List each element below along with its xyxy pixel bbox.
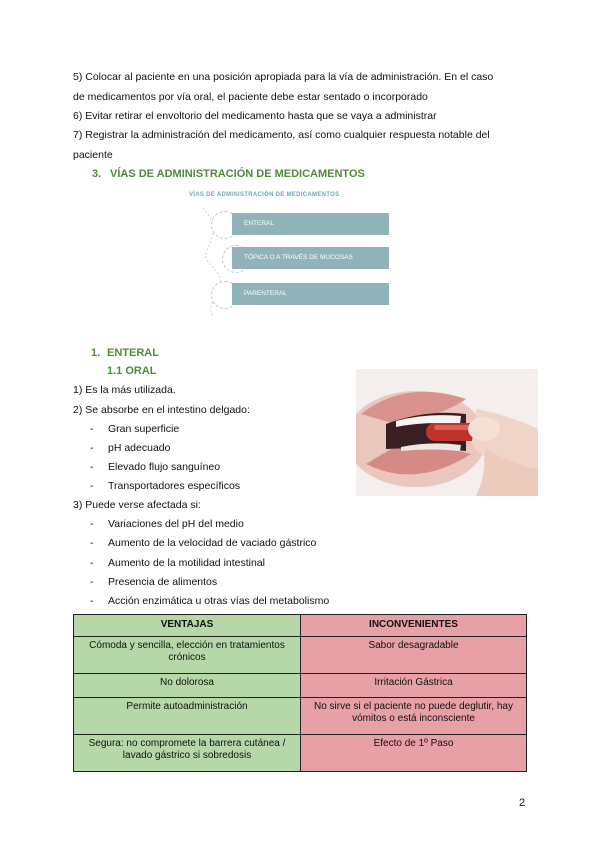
bullet-dash: - <box>90 557 94 569</box>
list-item: pH adecuado <box>108 442 171 454</box>
table-cell: Segura: no compromete la barrera cutánea / lavado gástrico si sobredosis <box>74 734 301 771</box>
list-item: Presencia de alimentos <box>108 576 218 588</box>
table-cell: Permite autoadministración <box>74 697 301 734</box>
table-header-row <box>74 615 527 637</box>
list-item: Variaciones del pH del medio <box>108 518 244 530</box>
diagram-title: VÍAS DE ADMINISTRACIÓN DE MEDICAMENTOS <box>189 192 340 198</box>
enteral-title: ENTERAL <box>107 347 159 359</box>
oral-point-2: 2) Se absorbe en el intestino delgado: <box>73 404 250 416</box>
paragraph-line: 5) Colocar al paciente en una posición apropiada para la vía de administración. En el caso <box>73 71 494 83</box>
list-item: Elevado flujo sanguíneo <box>108 461 221 473</box>
page-number: 2 <box>519 797 526 809</box>
oral-subtitle: 1.1 ORAL <box>107 365 157 377</box>
diagram-item-parenteral: PARENTERAL <box>232 283 389 305</box>
paragraph-line: de medicamentos por vía oral, el paciente debe estar sentado o incorporado <box>73 91 428 103</box>
paragraph-line: 6) Evitar retirar el envoltorio del medicamento hasta que se vaya a administrar <box>73 110 437 122</box>
table-row <box>74 697 527 734</box>
oral-point-1: 1) Es la más utilizada. <box>73 384 176 396</box>
list-item: Gran superficie <box>108 423 180 435</box>
oral-point-3: 3) Puede verse afectada si: <box>73 499 201 511</box>
list-item: Aumento de la motilidad intestinal <box>108 557 266 569</box>
table-cell: Sabor desagradable <box>301 636 527 673</box>
paragraph-line: 7) Registrar la administración del medicamento, así como cualquier respuesta notable del <box>73 129 490 141</box>
section-3-title: VÍAS DE ADMINISTRACIÓN DE MEDICAMENTOS <box>110 168 365 180</box>
bullet-dash: - <box>90 480 94 492</box>
bullet-dash: - <box>90 576 94 588</box>
table-cell: Efecto de 1º Paso <box>301 734 527 771</box>
ventajas-inconvenientes-table <box>73 614 527 772</box>
table-row <box>74 673 527 697</box>
diagram-item-enteral: ENTERAL <box>232 213 389 235</box>
table-cell: Irritación Gástrica <box>301 673 527 697</box>
pill-mouth-photo <box>356 369 538 496</box>
table-cell: No dolorosa <box>74 673 301 697</box>
table-row <box>74 734 527 771</box>
section-3-number: 3. <box>92 168 102 180</box>
bullet-dash: - <box>90 537 94 549</box>
bullet-dash: - <box>90 518 94 530</box>
table-cell: No sirve si el paciente no puede deglutir, hay vómitos o está inconsciente <box>301 697 527 734</box>
header-inconvenientes: INCONVENIENTES <box>301 615 527 637</box>
bullet-dash: - <box>90 461 94 473</box>
list-item: Acción enzimática u otras vías del metabolismo <box>108 595 330 607</box>
list-item: Aumento de la velocidad de vaciado gástrico <box>108 537 317 549</box>
bullet-dash: - <box>90 595 94 607</box>
list-item: Transportadores específicos <box>108 480 241 492</box>
paragraph-line: paciente <box>73 149 113 161</box>
routes-diagram <box>185 190 395 320</box>
diagram-item-topica: TÓPICA O A TRAVÉS DE MUCOSAS <box>232 247 389 269</box>
enteral-number: 1. <box>91 347 101 359</box>
table-cell: Cómoda y sencilla, elección en tratamientos crónicos <box>74 636 301 673</box>
bullet-dash: - <box>90 423 94 435</box>
table-row <box>74 636 527 673</box>
header-ventajas: VENTAJAS <box>74 615 301 637</box>
bullet-dash: - <box>90 442 94 454</box>
